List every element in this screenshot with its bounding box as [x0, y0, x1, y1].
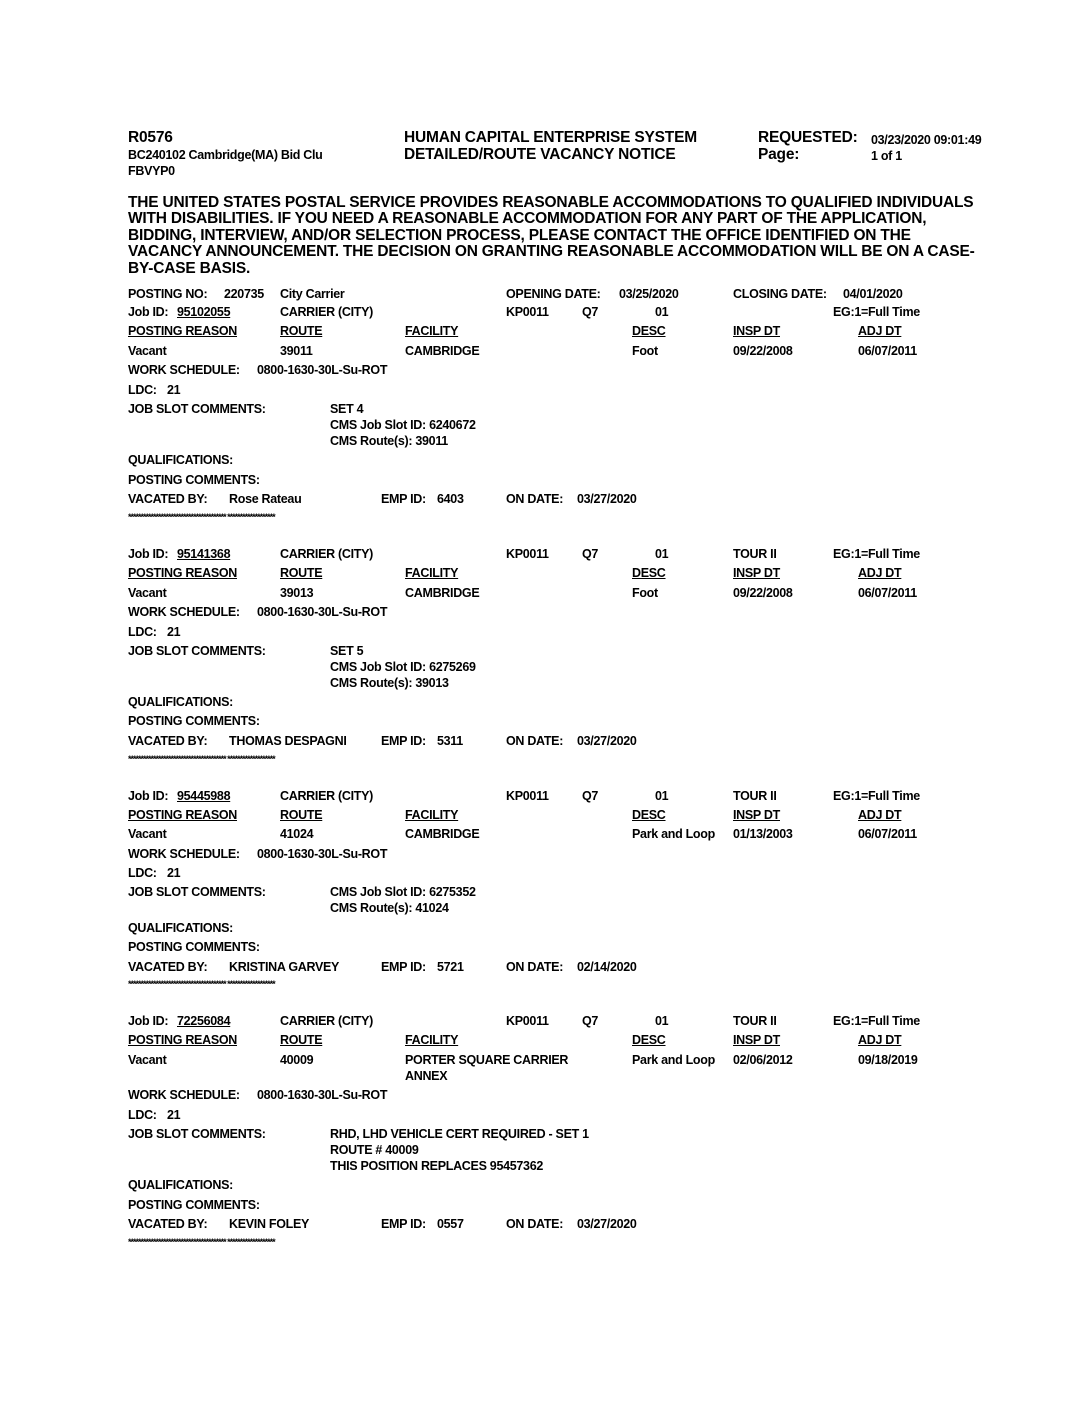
- posting-reason: Vacant: [128, 344, 167, 358]
- emp-id-value: 5311: [437, 734, 463, 748]
- comment-line: ROUTE # 40009: [330, 1143, 419, 1157]
- adj-dt: 06/07/2011: [858, 586, 917, 600]
- route: 40009: [280, 1053, 314, 1067]
- step: 01: [655, 1014, 669, 1028]
- on-date-label: ON DATE:: [506, 734, 564, 748]
- posting-reason: Vacant: [128, 1053, 167, 1067]
- page-value: 1 of 1: [871, 149, 902, 163]
- work-schedule-label: WORK SCHEDULE:: [128, 1088, 240, 1102]
- insp-dt: 09/22/2008: [733, 586, 793, 600]
- ldc-value: 21: [167, 383, 181, 397]
- adj-dt-header: ADJ DT: [858, 324, 902, 338]
- posting-no-label: POSTING NO:: [128, 287, 208, 301]
- comment-line: CMS Job Slot ID: 6275269: [330, 660, 476, 674]
- requested-value: 03/23/2020 09:01:49: [871, 133, 982, 147]
- insp-dt-header: INSP DT: [733, 324, 780, 338]
- job-id-label: Job ID:: [128, 305, 169, 319]
- facility-header: FACILITY: [405, 324, 459, 338]
- posting-reason-header: POSTING REASON: [128, 566, 238, 580]
- comment-line: CMS Route(s): 39013: [330, 676, 449, 690]
- qualifications-label: QUALIFICATIONS:: [128, 695, 233, 709]
- work-schedule: 0800-1630-30L-Su-ROT: [257, 847, 388, 861]
- desc-header: DESC: [632, 808, 666, 822]
- facility: PORTER SQUARE CARRIER: [405, 1053, 569, 1067]
- posting-no-value: 220735: [224, 287, 264, 301]
- facility-header: FACILITY: [405, 566, 459, 580]
- facility-line-2: ANNEX: [405, 1069, 448, 1083]
- qualifications-label: QUALIFICATIONS:: [128, 453, 233, 467]
- job-title: CARRIER (CITY): [280, 305, 374, 319]
- posting-comments-label: POSTING COMMENTS:: [128, 473, 260, 487]
- grade: Q7: [582, 547, 599, 561]
- ldc-label: LDC:: [128, 1108, 157, 1122]
- adj-dt-header: ADJ DT: [858, 808, 902, 822]
- work-schedule: 0800-1630-30L-Su-ROT: [257, 1088, 388, 1102]
- step: 01: [655, 547, 669, 561]
- vacated-by-name: KEVIN FOLEY: [229, 1217, 310, 1231]
- emp-id-value: 0557: [437, 1217, 464, 1231]
- report-id: R0576: [128, 129, 173, 146]
- desc: Park and Loop: [632, 1053, 715, 1067]
- job-id-value: 95445988: [177, 789, 231, 803]
- emp-id-value: 5721: [437, 960, 464, 974]
- work-schedule-label: WORK SCHEDULE:: [128, 363, 240, 377]
- job-id-value: 72256084: [177, 1014, 231, 1028]
- ldc-value: 21: [167, 866, 181, 880]
- route: 41024: [280, 827, 314, 841]
- separator: *************************************** *******************: [128, 979, 275, 989]
- system-title: HUMAN CAPITAL ENTERPRISE SYSTEM: [404, 129, 697, 146]
- accommodation-notice: THE UNITED STATES POSTAL SERVICE PROVIDES REASONABLE ACCOMMODATIONS TO QUALIFIED INDIVIDUALS WITH DISABILITIES. IF YOU NEED A REASONABLE ACCOMMODATION FOR ANY PART OF THE APPLICATION, BIDDING, INTERVIEW, AND/OR SELECTION PROCESS, PLEASE CONTACT THE OFFICE IDENTIFIED ON THE VACANCY ANNOUNCEMENT. THE DECISION ON GRANTING REASONABLE ACCOMMODATION WILL BE ON A CASE-BY-CASE BASIS.: [128, 194, 975, 277]
- emp-id-label: EMP ID:: [381, 1217, 426, 1231]
- job-id-label: Job ID:: [128, 789, 169, 803]
- route: 39013: [280, 586, 314, 600]
- vacated-by-label: VACATED BY:: [128, 960, 208, 974]
- job-title: CARRIER (CITY): [280, 547, 374, 561]
- facility-header: FACILITY: [405, 1033, 459, 1047]
- tour: TOUR II: [733, 1014, 777, 1028]
- comment-line: CMS Job Slot ID: 6240672: [330, 418, 476, 432]
- posting-reason-header: POSTING REASON: [128, 1033, 238, 1047]
- work-schedule-label: WORK SCHEDULE:: [128, 847, 240, 861]
- route-header: ROUTE: [280, 808, 323, 822]
- comment-line: RHD, LHD VEHICLE CERT REQUIRED - SET 1: [330, 1127, 589, 1141]
- step: 01: [655, 789, 669, 803]
- employment-group: EG:1=Full Time: [833, 305, 920, 319]
- comment-line: CMS Route(s): 39011: [330, 434, 448, 448]
- desc-header: DESC: [632, 1033, 666, 1047]
- separator: *************************************** *******************: [128, 512, 275, 522]
- adj-dt-header: ADJ DT: [858, 566, 902, 580]
- kp-code: KP0011: [506, 305, 549, 319]
- on-date-label: ON DATE:: [506, 492, 564, 506]
- grade: Q7: [582, 1014, 599, 1028]
- job-id-label: Job ID:: [128, 1014, 169, 1028]
- employment-group: EG:1=Full Time: [833, 1014, 920, 1028]
- adj-dt: 06/07/2011: [858, 827, 917, 841]
- comment-line: CMS Route(s): 41024: [330, 901, 449, 915]
- kp-code: KP0011: [506, 547, 549, 561]
- kp-code: KP0011: [506, 789, 549, 803]
- posting-comments-label: POSTING COMMENTS:: [128, 714, 260, 728]
- grade: Q7: [582, 305, 599, 319]
- job-slot-comments-label: JOB SLOT COMMENTS:: [128, 402, 266, 416]
- job-id-value: 95141368: [177, 547, 231, 561]
- grade: Q7: [582, 789, 599, 803]
- on-date-label: ON DATE:: [506, 960, 564, 974]
- insp-dt: 01/13/2003: [733, 827, 793, 841]
- route-header: ROUTE: [280, 324, 323, 338]
- emp-id-label: EMP ID:: [381, 734, 426, 748]
- adj-dt: 09/18/2019: [858, 1053, 918, 1067]
- desc: Foot: [632, 586, 658, 600]
- on-date-value: 03/27/2020: [577, 492, 637, 506]
- posting-reason-header: POSTING REASON: [128, 808, 238, 822]
- insp-dt: 09/22/2008: [733, 344, 793, 358]
- route: 39011: [280, 344, 313, 358]
- ldc-value: 21: [167, 1108, 181, 1122]
- work-schedule: 0800-1630-30L-Su-ROT: [257, 605, 388, 619]
- facility: CAMBRIDGE: [405, 344, 480, 358]
- desc: Park and Loop: [632, 827, 715, 841]
- closing-date-label: CLOSING DATE:: [733, 287, 827, 301]
- ldc-label: LDC:: [128, 625, 157, 639]
- job-slot-comments-label: JOB SLOT COMMENTS:: [128, 644, 266, 658]
- vacated-by-label: VACATED BY:: [128, 734, 208, 748]
- bid-cluster: BC240102 Cambridge(MA) Bid Clu: [128, 148, 323, 162]
- kp-code: KP0011: [506, 1014, 549, 1028]
- tour: TOUR II: [733, 547, 777, 561]
- posting-comments-label: POSTING COMMENTS:: [128, 1198, 260, 1212]
- route-header: ROUTE: [280, 1033, 323, 1047]
- notice-title: DETAILED/ROUTE VACANCY NOTICE: [404, 146, 676, 163]
- closing-date-value: 04/01/2020: [843, 287, 903, 301]
- step: 01: [655, 305, 669, 319]
- report-code: FBVYP0: [128, 164, 175, 178]
- separator: *************************************** *******************: [128, 754, 275, 764]
- on-date-label: ON DATE:: [506, 1217, 564, 1231]
- adj-dt-header: ADJ DT: [858, 1033, 902, 1047]
- posting-comments-label: POSTING COMMENTS:: [128, 940, 260, 954]
- job-slot-comments-label: JOB SLOT COMMENTS:: [128, 885, 266, 899]
- employment-group: EG:1=Full Time: [833, 789, 920, 803]
- job-title: CARRIER (CITY): [280, 789, 374, 803]
- ldc-label: LDC:: [128, 866, 157, 880]
- on-date-value: 03/27/2020: [577, 1217, 637, 1231]
- posting-type: City Carrier: [280, 287, 345, 301]
- page-label: Page:: [758, 146, 800, 163]
- on-date-value: 02/14/2020: [577, 960, 637, 974]
- vacated-by-label: VACATED BY:: [128, 492, 208, 506]
- vacated-by-name: KRISTINA GARVEY: [229, 960, 340, 974]
- comment-line: SET 5: [330, 644, 364, 658]
- work-schedule-label: WORK SCHEDULE:: [128, 605, 240, 619]
- vacated-by-name: Rose Rateau: [229, 492, 302, 506]
- desc: Foot: [632, 344, 658, 358]
- job-title: CARRIER (CITY): [280, 1014, 374, 1028]
- facility: CAMBRIDGE: [405, 827, 480, 841]
- route-header: ROUTE: [280, 566, 323, 580]
- posting-reason-header: POSTING REASON: [128, 324, 238, 338]
- insp-dt-header: INSP DT: [733, 808, 780, 822]
- comment-line: THIS POSITION REPLACES 95457362: [330, 1159, 544, 1173]
- opening-date-value: 03/25/2020: [619, 287, 679, 301]
- separator: *************************************** *******************: [128, 1237, 275, 1247]
- qualifications-label: QUALIFICATIONS:: [128, 1178, 233, 1192]
- tour: TOUR II: [733, 789, 777, 803]
- employment-group: EG:1=Full Time: [833, 547, 920, 561]
- qualifications-label: QUALIFICATIONS:: [128, 921, 233, 935]
- insp-dt: 02/06/2012: [733, 1053, 793, 1067]
- comment-line: CMS Job Slot ID: 6275352: [330, 885, 476, 899]
- opening-date-label: OPENING DATE:: [506, 287, 601, 301]
- insp-dt-header: INSP DT: [733, 566, 780, 580]
- ldc-label: LDC:: [128, 383, 157, 397]
- facility-header: FACILITY: [405, 808, 459, 822]
- ldc-value: 21: [167, 625, 181, 639]
- vacated-by-label: VACATED BY:: [128, 1217, 208, 1231]
- emp-id-label: EMP ID:: [381, 492, 426, 506]
- job-id-label: Job ID:: [128, 547, 169, 561]
- insp-dt-header: INSP DT: [733, 1033, 780, 1047]
- facility: CAMBRIDGE: [405, 586, 480, 600]
- desc-header: DESC: [632, 566, 666, 580]
- emp-id-label: EMP ID:: [381, 960, 426, 974]
- posting-reason: Vacant: [128, 827, 167, 841]
- desc-header: DESC: [632, 324, 666, 338]
- on-date-value: 03/27/2020: [577, 734, 637, 748]
- work-schedule: 0800-1630-30L-Su-ROT: [257, 363, 388, 377]
- posting-reason: Vacant: [128, 586, 167, 600]
- requested-label: REQUESTED:: [758, 129, 858, 146]
- vacated-by-name: THOMAS DESPAGNI: [229, 734, 347, 748]
- emp-id-value: 6403: [437, 492, 464, 506]
- job-slot-comments-label: JOB SLOT COMMENTS:: [128, 1127, 266, 1141]
- job-id-value: 95102055: [177, 305, 231, 319]
- comment-line: SET 4: [330, 402, 364, 416]
- adj-dt: 06/07/2011: [858, 344, 917, 358]
